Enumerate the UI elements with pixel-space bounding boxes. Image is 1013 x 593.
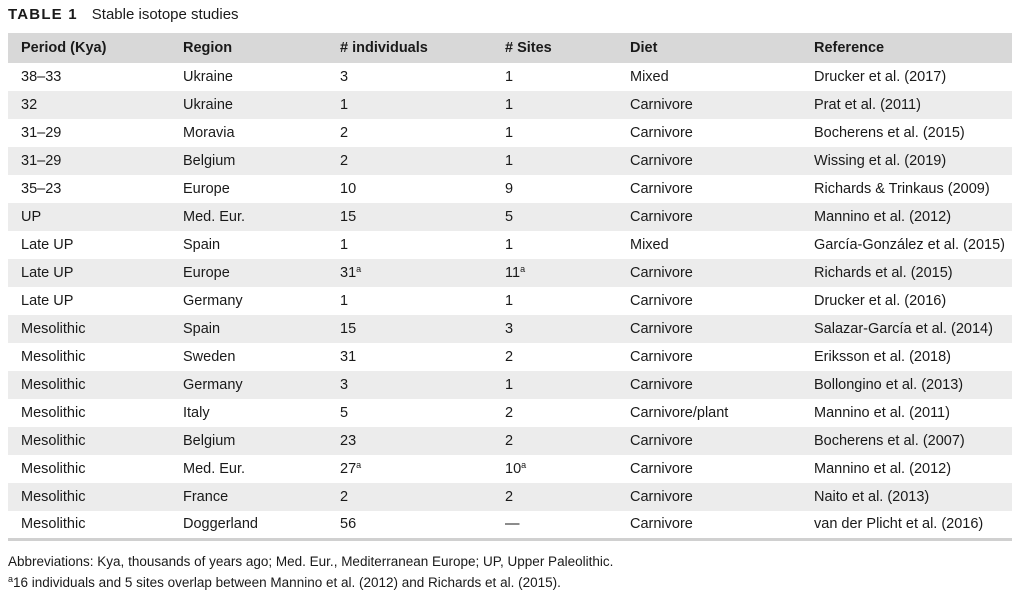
- cell-reference: [801, 203, 1012, 231]
- cell-reference-value: Bocherens et al. (2007): [814, 433, 965, 449]
- cell-individuals: [327, 231, 492, 259]
- cell-sites-value: 11: [505, 265, 521, 281]
- table-row: [8, 175, 1012, 203]
- cell-individuals-value: 15: [340, 321, 357, 337]
- cell-diet-value: Carnivore: [630, 321, 693, 337]
- table-row: [8, 91, 1012, 119]
- cell-diet: [617, 315, 801, 343]
- abbreviations-note: Abbreviations: Kya, thousands of years ago; Med. Eur., Mediterranean Europe; UP, Upper Paleolithic.: [8, 554, 614, 569]
- cell-sites: [492, 315, 617, 343]
- cell-diet-value: Carnivore: [630, 349, 693, 365]
- cell-diet: [617, 511, 801, 539]
- cell-individuals: [327, 147, 492, 175]
- table-row: [8, 231, 1012, 259]
- cell-period-value: UP: [21, 209, 42, 225]
- cell-individuals: [327, 399, 492, 427]
- cell-sites-value: 1: [505, 69, 514, 85]
- cell-diet: [617, 63, 801, 91]
- cell-reference: [801, 427, 1012, 455]
- cell-period-value: Mesolithic: [21, 461, 86, 477]
- cell-period: [8, 483, 170, 511]
- cell-sites-value: 1: [505, 377, 514, 393]
- cell-individuals-value: 31: [340, 349, 357, 365]
- cell-diet: [617, 91, 801, 119]
- cell-diet: [617, 147, 801, 175]
- table-row: [8, 343, 1012, 371]
- cell-region-value: Spain: [183, 237, 221, 253]
- cell-region-value: Med. Eur.: [183, 209, 246, 225]
- cell-individuals: [327, 91, 492, 119]
- cell-period: [8, 315, 170, 343]
- cell-diet-value: Carnivore: [630, 461, 693, 477]
- table-row: [8, 483, 1012, 511]
- cell-reference: [801, 399, 1012, 427]
- cell-period-value: Late UP: [21, 265, 74, 281]
- table-row: [8, 259, 1012, 287]
- cell-region: [170, 91, 327, 119]
- table-title: Stable isotope studies: [91, 5, 239, 23]
- cell-reference-value: Naito et al. (2013): [814, 489, 930, 505]
- cell-individuals-value: 56: [340, 516, 357, 533]
- cell-sites: [492, 427, 617, 455]
- cell-region: [170, 371, 327, 399]
- table-row: [8, 511, 1012, 539]
- cell-reference-value: García-González et al. (2015): [814, 237, 1006, 253]
- cell-reference-value: Drucker et al. (2016): [814, 293, 947, 309]
- cell-period-value: Mesolithic: [21, 377, 86, 393]
- cell-region: [170, 315, 327, 343]
- cell-individuals-value: 27: [340, 461, 357, 477]
- cell-reference: [801, 371, 1012, 399]
- cell-diet: [617, 483, 801, 511]
- cell-sites-value: 1: [505, 125, 514, 141]
- cell-reference: [801, 315, 1012, 343]
- cell-period: [8, 343, 170, 371]
- cell-reference-value: Bocherens et al. (2015): [814, 125, 965, 141]
- cell-diet: [617, 119, 801, 147]
- cell-sites: [492, 231, 617, 259]
- column-header-sites: # Sites: [505, 40, 552, 56]
- cell-region-value: Moravia: [183, 125, 235, 141]
- cell-period-value: Mesolithic: [21, 489, 86, 505]
- cell-reference: [801, 287, 1012, 315]
- cell-individuals: [327, 343, 492, 371]
- cell-reference: [801, 63, 1012, 91]
- cell-region: [170, 343, 327, 371]
- cell-period: [8, 455, 170, 483]
- cell-region: [170, 231, 327, 259]
- cell-sites: [492, 91, 617, 119]
- cell-sites: [492, 371, 617, 399]
- column-header-region: Region: [183, 40, 233, 56]
- cell-region-value: Doggerland: [183, 516, 258, 533]
- cell-individuals: [327, 455, 492, 483]
- cell-individuals: [327, 483, 492, 511]
- cell-period-value: Mesolithic: [21, 349, 86, 365]
- table-row: [8, 203, 1012, 231]
- cell-reference-value: Bollongino et al. (2013): [814, 377, 964, 393]
- cell-reference-value: Mannino et al. (2011): [814, 405, 950, 421]
- cell-individuals: [327, 119, 492, 147]
- cell-diet-value: Carnivore: [630, 97, 693, 113]
- cell-individuals-value: 1: [340, 293, 349, 309]
- cell-region: [170, 175, 327, 203]
- cell-sites-value: 1: [505, 97, 514, 113]
- cell-sites-value: 3: [505, 321, 514, 337]
- cell-region: [170, 483, 327, 511]
- cell-reference: [801, 455, 1012, 483]
- cell-period: [8, 175, 170, 203]
- cell-reference-value: van der Plicht et al. (2016): [814, 516, 984, 533]
- table-footnotes: [8, 551, 613, 593]
- cell-period: [8, 63, 170, 91]
- cell-region: [170, 511, 327, 539]
- cell-diet: [617, 175, 801, 203]
- cell-individuals: [327, 175, 492, 203]
- cell-sites: [492, 511, 617, 539]
- footnote-marker: a: [356, 460, 362, 470]
- cell-reference-value: Richards et al. (2015): [814, 265, 953, 281]
- cell-period-value: 32: [21, 97, 38, 113]
- cell-region-value: France: [183, 489, 229, 505]
- cell-sites: [492, 455, 617, 483]
- cell-period: [8, 511, 170, 539]
- cell-individuals-value: 2: [340, 153, 349, 169]
- cell-sites-value: 1: [505, 293, 514, 309]
- cell-region: [170, 147, 327, 175]
- table-row: [8, 119, 1012, 147]
- cell-period: [8, 427, 170, 455]
- cell-period: [8, 259, 170, 287]
- cell-diet-value: Carnivore: [630, 293, 693, 309]
- table-label: TABLE 1: [8, 5, 78, 23]
- cell-region: [170, 287, 327, 315]
- cell-reference: [801, 119, 1012, 147]
- footnote-marker: a: [521, 460, 527, 470]
- table-caption: [8, 4, 239, 24]
- cell-period: [8, 203, 170, 231]
- cell-diet-value: Carnivore: [630, 209, 693, 225]
- cell-region-value: Med. Eur.: [183, 461, 246, 477]
- cell-sites: [492, 287, 617, 315]
- column-header-diet: Diet: [630, 40, 658, 56]
- column-header-reference: Reference: [814, 40, 885, 56]
- cell-individuals-value: 23: [340, 433, 357, 449]
- cell-period-value: 31–29: [21, 153, 62, 169]
- cell-region-value: Sweden: [183, 349, 236, 365]
- cell-region-value: Germany: [183, 293, 243, 309]
- cell-diet-value: Carnivore: [630, 153, 693, 169]
- cell-sites-value: 2: [505, 433, 514, 449]
- table-row: [8, 399, 1012, 427]
- table-row: [8, 427, 1012, 455]
- cell-region-value: Ukraine: [183, 97, 233, 113]
- overlap-note-marker: a: [8, 574, 14, 584]
- cell-reference: [801, 231, 1012, 259]
- cell-individuals-value: 1: [340, 97, 349, 113]
- cell-reference-value: Eriksson et al. (2018): [814, 349, 952, 365]
- cell-diet-value: Carnivore/plant: [630, 405, 729, 421]
- cell-reference-value: Mannino et al. (2012): [814, 209, 952, 225]
- cell-diet-value: Carnivore: [630, 125, 693, 141]
- cell-region: [170, 203, 327, 231]
- cell-sites-value: 1: [505, 237, 514, 253]
- cell-individuals: [327, 203, 492, 231]
- cell-region-value: Spain: [183, 321, 221, 337]
- cell-diet: [617, 343, 801, 371]
- overlap-note: [8, 572, 613, 593]
- cell-period-value: 38–33: [21, 69, 62, 85]
- cell-reference: [801, 91, 1012, 119]
- table-row: [8, 315, 1012, 343]
- cell-diet-value: Carnivore: [630, 489, 693, 505]
- cell-individuals: [327, 63, 492, 91]
- cell-reference: [801, 483, 1012, 511]
- stable-isotope-table: [8, 33, 1012, 541]
- cell-region-value: Europe: [183, 181, 230, 197]
- cell-sites: [492, 63, 617, 91]
- cell-period: [8, 91, 170, 119]
- cell-diet: [617, 287, 801, 315]
- cell-sites: [492, 399, 617, 427]
- cell-region-value: Europe: [183, 265, 230, 281]
- cell-region: [170, 399, 327, 427]
- cell-sites-value: 2: [505, 489, 514, 505]
- cell-diet: [617, 427, 801, 455]
- cell-region-value: Ukraine: [183, 69, 233, 85]
- cell-period: [8, 371, 170, 399]
- cell-diet: [617, 231, 801, 259]
- cell-reference: [801, 511, 1012, 539]
- cell-period: [8, 287, 170, 315]
- cell-sites: [492, 203, 617, 231]
- cell-period: [8, 231, 170, 259]
- table-row: [8, 287, 1012, 315]
- cell-individuals: [327, 259, 492, 287]
- cell-diet-value: Carnivore: [630, 181, 693, 197]
- cell-diet-value: Carnivore: [630, 516, 693, 533]
- table-row: [8, 147, 1012, 175]
- cell-reference-value: Mannino et al. (2012): [814, 461, 952, 477]
- cell-period-value: Mesolithic: [21, 433, 86, 449]
- cell-individuals: [327, 511, 492, 539]
- cell-diet: [617, 371, 801, 399]
- cell-sites: [492, 147, 617, 175]
- cell-sites: [492, 175, 617, 203]
- cell-sites: [492, 343, 617, 371]
- cell-sites-value: —: [505, 516, 520, 533]
- cell-diet: [617, 203, 801, 231]
- column-header-individuals: # individuals: [340, 40, 428, 56]
- cell-region: [170, 455, 327, 483]
- cell-reference: [801, 259, 1012, 287]
- cell-diet: [617, 259, 801, 287]
- cell-diet: [617, 455, 801, 483]
- cell-reference-value: Drucker et al. (2017): [814, 69, 947, 85]
- cell-sites-value: 10: [505, 461, 522, 477]
- cell-diet: [617, 399, 801, 427]
- cell-sites-value: 1: [505, 153, 514, 169]
- cell-diet-value: Carnivore: [630, 433, 693, 449]
- table-row: [8, 63, 1012, 91]
- cell-period-value: 31–29: [21, 125, 62, 141]
- cell-individuals-value: 31: [340, 265, 357, 281]
- cell-sites-value: 2: [505, 349, 514, 365]
- cell-individuals-value: 3: [340, 69, 349, 85]
- cell-period: [8, 119, 170, 147]
- cell-reference-value: Prat et al. (2011): [814, 97, 921, 113]
- cell-individuals-value: 2: [340, 125, 349, 141]
- table-row: [8, 455, 1012, 483]
- cell-individuals: [327, 287, 492, 315]
- cell-period-value: Mesolithic: [21, 321, 86, 337]
- cell-period-value: Mesolithic: [21, 516, 86, 533]
- cell-individuals-value: 15: [340, 209, 357, 225]
- cell-reference: [801, 175, 1012, 203]
- cell-individuals-value: 3: [340, 377, 349, 393]
- table-body: [8, 63, 1012, 539]
- cell-diet-value: Carnivore: [630, 265, 693, 281]
- footnote-marker: a: [520, 264, 526, 274]
- cell-individuals-value: 5: [340, 405, 349, 421]
- cell-sites-value: 9: [505, 181, 514, 197]
- cell-individuals: [327, 315, 492, 343]
- cell-period-value: 35–23: [21, 181, 62, 197]
- cell-sites: [492, 483, 617, 511]
- cell-individuals-value: 10: [340, 181, 357, 197]
- cell-reference-value: Wissing et al. (2019): [814, 153, 947, 169]
- cell-individuals: [327, 371, 492, 399]
- cell-reference-value: Richards & Trinkaus (2009): [814, 181, 990, 197]
- cell-reference-value: Salazar-García et al. (2014): [814, 321, 993, 337]
- cell-period: [8, 147, 170, 175]
- cell-diet-value: Carnivore: [630, 377, 693, 393]
- column-header-period: Period (Kya): [21, 40, 107, 56]
- cell-reference: [801, 147, 1012, 175]
- cell-region-value: Germany: [183, 377, 243, 393]
- cell-period-value: Late UP: [21, 237, 74, 253]
- cell-sites: [492, 259, 617, 287]
- cell-region-value: Italy: [183, 405, 210, 421]
- footnote-marker: a: [356, 264, 362, 274]
- cell-region: [170, 427, 327, 455]
- cell-region: [170, 119, 327, 147]
- table-row: [8, 371, 1012, 399]
- cell-region: [170, 63, 327, 91]
- cell-sites-value: 5: [505, 209, 514, 225]
- cell-region-value: Belgium: [183, 153, 236, 169]
- cell-individuals-value: 1: [340, 237, 349, 253]
- cell-individuals-value: 2: [340, 489, 349, 505]
- cell-individuals: [327, 427, 492, 455]
- cell-period-value: Mesolithic: [21, 405, 86, 421]
- cell-diet-value: Mixed: [630, 69, 669, 85]
- overlap-note-text: 16 individuals and 5 sites overlap between Mannino et al. (2012) and Richards et al. (2015).: [13, 575, 561, 590]
- cell-region-value: Belgium: [183, 433, 236, 449]
- cell-region: [170, 259, 327, 287]
- cell-reference: [801, 343, 1012, 371]
- table-header-row: [8, 33, 1012, 63]
- cell-period-value: Late UP: [21, 293, 74, 309]
- cell-period: [8, 399, 170, 427]
- cell-sites: [492, 119, 617, 147]
- cell-diet-value: Mixed: [630, 237, 669, 253]
- cell-sites-value: 2: [505, 405, 514, 421]
